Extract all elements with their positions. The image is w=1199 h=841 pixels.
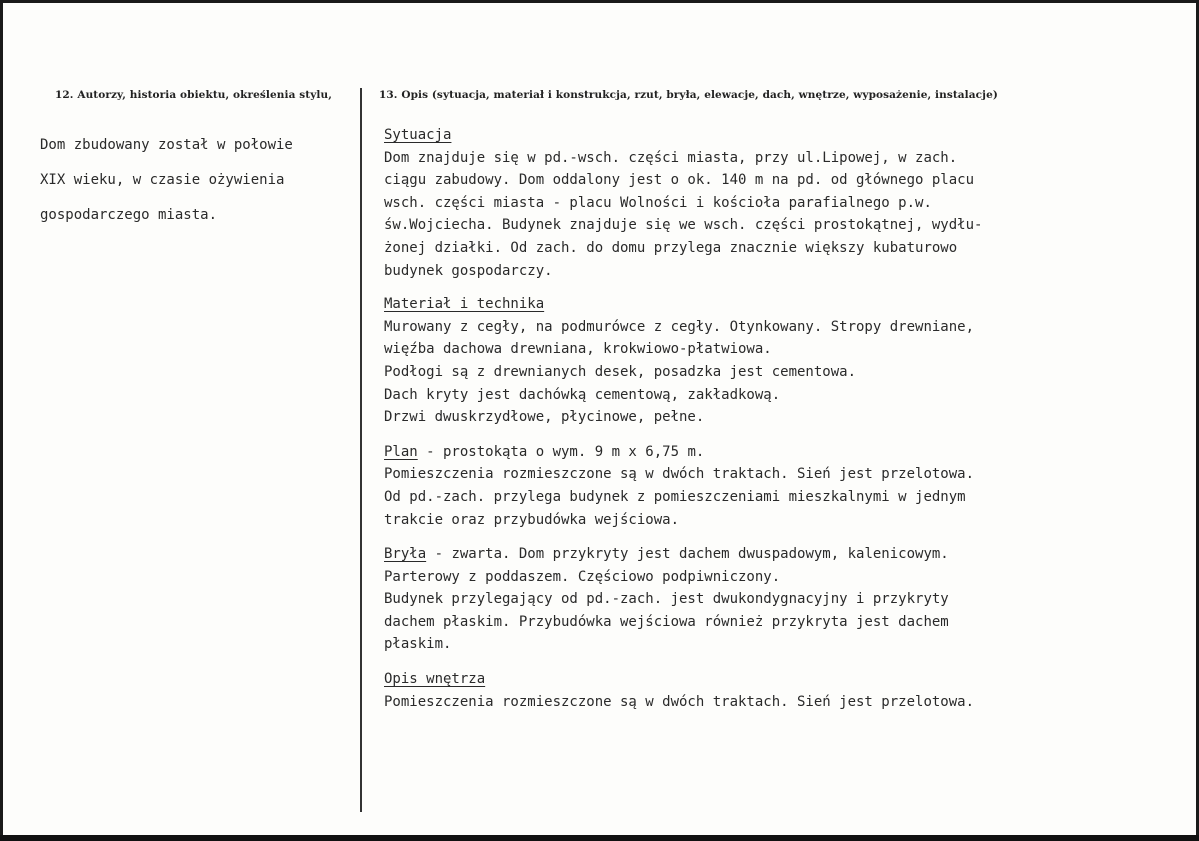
section-title-row	[384, 668, 1184, 691]
text-line: trakcie oraz przybudówka wejściowa.	[384, 511, 680, 528]
text-line: Dach kryty jest dachówką cementową, zakładkową.	[384, 386, 781, 403]
text-line: ciągu zabudowy. Dom oddalony jest o ok. 140 m na pd. od głównego placu	[384, 172, 975, 189]
text-line: żonej działki. Od zach. do domu przylega znacznie większy kubaturowo	[384, 239, 958, 256]
section-title: Opis wnętrza	[384, 671, 486, 688]
section-title-row	[384, 441, 1184, 464]
text-line: Murowany z cegły, na podmurówce z cegły. Otynkowany. Stropy drewniane,	[384, 318, 975, 335]
section-title-rest: - zwarta. Dom przykryty jest dachem dwuspadowym, kalenicowym.	[426, 546, 949, 563]
text-line: Pomieszczenia rozmieszczone są w dwóch traktach. Sień jest przelotowa.	[384, 693, 975, 710]
text-line: Parterowy z poddaszem. Częściowo podpiwniczony.	[384, 568, 781, 585]
text-line: płaskim.	[384, 636, 452, 653]
section-title-row	[384, 293, 1184, 316]
section-title-row	[384, 124, 1184, 147]
text-line: budynek gospodarczy.	[384, 262, 553, 279]
heading-section-13: 13. Opis (sytuacja, materiał i konstrukcja, rzut, bryła, elewacje, dach, wnętrze, wyposażenie, instalacje)	[379, 89, 998, 101]
text-line: Drzwi dwuskrzydłowe, płycinowe, pełne.	[384, 409, 705, 426]
bottom-border	[0, 835, 1199, 841]
section-title: Materiał i technika	[384, 296, 545, 313]
heading-section-12: 12. Autorzy, historia obiektu, określenia stylu,	[55, 89, 333, 101]
section-opis-wnetrza	[384, 668, 1184, 713]
section-bryla	[384, 543, 1184, 656]
history-text: Dom zbudowany został w połowie XIX wieku, w czasie ożywienia gospodarczego miasta.	[40, 137, 293, 223]
text-line: Od pd.-zach. przylega budynek z pomieszczeniami mieszkalnymi w jednym	[384, 488, 966, 505]
text-line: św.Wojciecha. Budynek znajduje się we wsch. części prostokątnej, wydłu-	[384, 217, 983, 234]
section-title: Bryła	[384, 546, 427, 563]
text-line: Dom znajduje się w pd.-wsch. części miasta, przy ul.Lipowej, w zach.	[384, 149, 958, 166]
text-line: wsch. części miasta - placu Wolności i kościoła parafialnego p.w.	[384, 194, 932, 211]
column-divider	[360, 88, 362, 812]
section-title: Sytuacja	[384, 127, 452, 143]
section-material	[384, 293, 1184, 429]
description-column	[384, 124, 1184, 725]
text-line: Podłogi są z drewnianych desek, posadzka jest cementowa.	[384, 363, 857, 380]
section-plan	[384, 441, 1184, 531]
text-line: dachem płaskim. Przybudówka wejściowa również przykryta jest dachem	[384, 613, 949, 630]
text-line: Pomieszczenia rozmieszczone są w dwóch traktach. Sień jest przelotowa.	[384, 466, 975, 483]
section-title-rest: - prostokąta o wym. 9 m x 6,75 m.	[417, 443, 705, 460]
text-line: Budynek przylegający od pd.-zach. jest dwukondygnacyjny i przykryty	[384, 591, 949, 608]
section-title-row	[384, 543, 1184, 566]
section-title: Plan	[384, 443, 418, 460]
section-sytuacja	[384, 124, 1184, 282]
text-line: więźba dachowa drewniana, krokwiowo-płatwiowa.	[384, 341, 772, 358]
